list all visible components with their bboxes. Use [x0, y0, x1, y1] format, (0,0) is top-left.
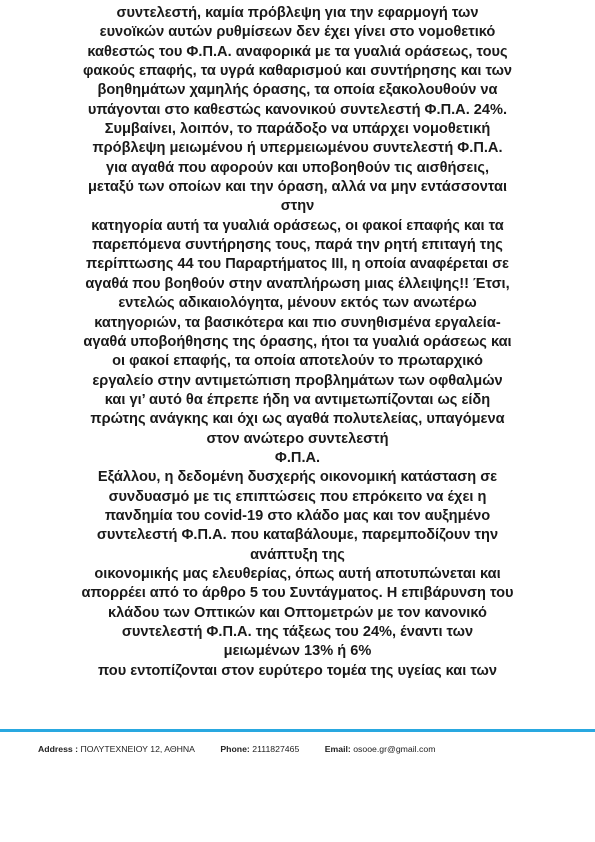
body-line: πανδημία του covid-19 στο κλάδο μας και τον αυξημένο — [104, 507, 491, 524]
body-line: συντελεστή Φ.Π.Α. της τάξεως του 24%, έναντι των — [121, 624, 474, 640]
body-line: κατηγορία αυτή τα γυαλιά οράσεως, οι φακοί επαφής και τα — [91, 217, 504, 234]
body-line: στην — [280, 198, 315, 215]
body-line: κλάδου των Οπτικών και Οπτομετρών με τον κανονικό — [108, 604, 487, 621]
email-label: Email: — [324, 744, 351, 754]
address-value: ΠΟΛΥΤΕΧΝΕΙΟΥ 12, ΑΘΗΝΑ — [80, 744, 195, 754]
body-line: στον ανώτερο συντελεστή — [206, 430, 389, 447]
body-line: οικονομικής μας ελευθερίας, όπως αυτή αποτυπώνεται και — [94, 565, 501, 582]
body-line: πρόβλεψη μειωμένου ή υπερμειωμένου συντελεστή Φ.Π.Α. — [92, 140, 503, 157]
body-line: απορρέει από το άρθρο 5 του Συντάγματος. Η επιβάρυνση του — [81, 585, 514, 602]
body-line: οι φακοί επαφής, τα οποία αποτελούν το πρωταρχικό — [112, 353, 483, 370]
body-line: Φ.Π.Α. — [274, 449, 321, 466]
footer-contact — [38, 744, 435, 754]
footer-address — [38, 744, 195, 754]
body-line: ευνοϊκών αυτών ρυθμίσεων δεν έχει γίνει στο νομοθετικό — [99, 24, 496, 41]
body-line: φακούς επαφής, τα υγρά καθαρισμού και συντήρησης και των — [82, 63, 513, 80]
body-line: πρώτης ανάγκης και όχι ως αγαθά πολυτελείας, υπαγόμενα — [90, 411, 505, 428]
body-line: και γι’ αυτό θα έπρεπε ήδη να αντιμετωπίζονται ως είδη — [104, 391, 491, 408]
body-line: υπάγονται στο καθεστώς κανονικού συντελεστή Φ.Π.Α. 24%. — [87, 101, 508, 118]
body-line: που εντοπίζονται στον ευρύτερο τομέα της υγείας και των — [98, 662, 497, 679]
body-line: καθεστώς του Φ.Π.Α. αναφορικά με τα γυαλιά οράσεως, τους — [87, 43, 508, 60]
footer-phone — [220, 744, 299, 754]
body-line: αγαθά υποβοήθησης της όρασης, ήτοι τα γυαλιά οράσεως και — [83, 333, 512, 350]
body-line: παρεπόμενα συντήρησης τους, παρά την ρητή επιταγή της — [92, 237, 503, 254]
body-line: μεταξύ των οποίων και την όραση, αλλά να μην εντάσσονται — [87, 179, 508, 196]
body-line: συντελεστή Φ.Π.Α. που καταβάλουμε, παρεμποδίζουν την — [96, 527, 499, 544]
email-value: osooe.gr@gmail.com — [353, 744, 436, 754]
body-line: μειωμένων 13% ή 6% — [223, 643, 372, 660]
body-line: Συμβαίνει, λοιπόν, το παράδοξο να υπάρχει νομοθετική — [104, 121, 491, 138]
footer-divider — [0, 729, 595, 732]
body-line: εργαλείο στην αντιμετώπιση προβλημάτων των οφθαλμών — [92, 372, 503, 389]
body-line: κατηγοριών, τα βασικότερα και πιο συνηθισμένα εργαλεία- — [94, 314, 501, 331]
document-body — [0, 4, 595, 681]
body-line: συντελεστή, καμία πρόβλεψη για την εφαρμογή των — [116, 5, 479, 21]
body-line: περίπτωσης 44 του Παραρτήματος ΙΙΙ, η οποία αναφέρεται σε — [86, 256, 509, 273]
phone-label: Phone: — [220, 744, 250, 754]
body-line: εντελώς αδικαιολόγητα, μένουν εκτός των ανωτέρω — [118, 295, 477, 312]
address-label: Address : — [38, 744, 79, 754]
body-line: συνδυασμό με τις επιπτώσεις που επρόκειτο να έχει η — [108, 488, 487, 505]
body-line: βοηθημάτων χαμηλής όρασης, τα οποία εξακολουθούν να — [97, 82, 498, 99]
body-line: αγαθά που βοηθούν στην αναπλήρωση μιας έλλειψης!! Έτσι, — [85, 275, 510, 292]
body-line: ανάπτυξη της — [250, 546, 345, 563]
body-line: για αγαθά που αφορούν και υποβοηθούν τις αισθήσεις, — [105, 159, 490, 176]
phone-value: 2111827465 — [252, 744, 300, 754]
body-line: Εξάλλου, η δεδομένη δυσχερής οικονομική κατάσταση σε — [97, 469, 498, 486]
footer-email — [325, 744, 436, 754]
